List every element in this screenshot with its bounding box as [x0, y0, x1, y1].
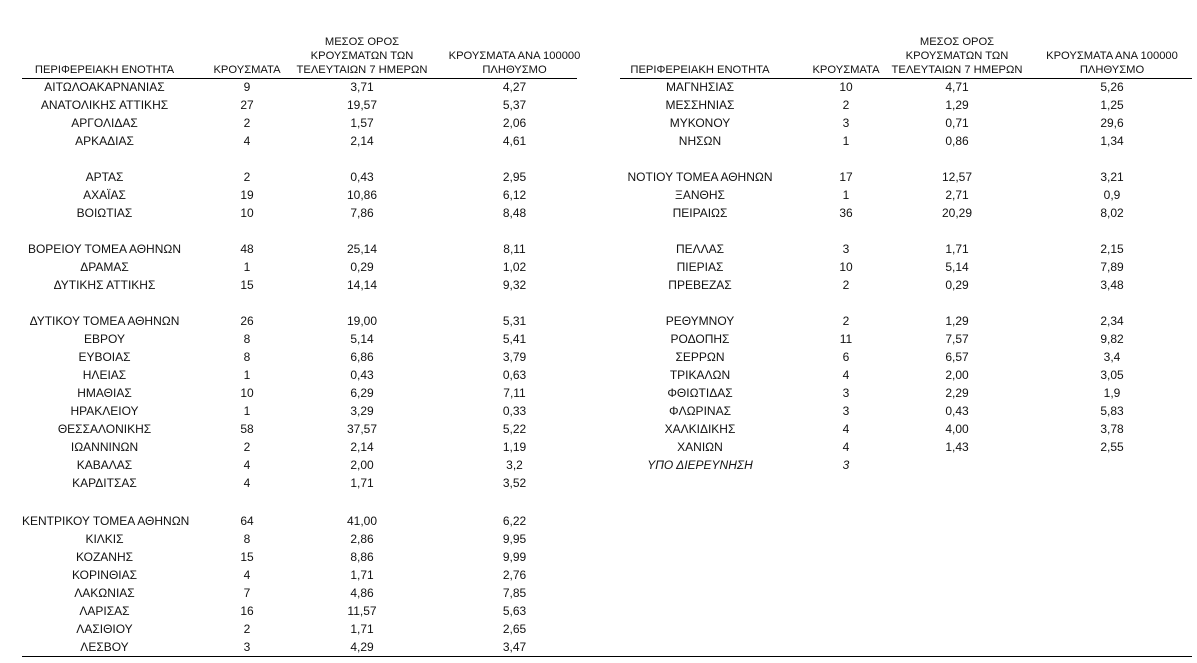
cell-cases: 3 — [842, 386, 850, 400]
cell-avg7: 7,57 — [945, 332, 969, 346]
cell-avg7: 10,86 — [346, 188, 378, 202]
cell-per100k: 3,21 — [1100, 170, 1124, 184]
cell-unit: ΑΡΓΟΛΙΔΑΣ — [71, 116, 138, 130]
cell-unit: ΚΑΒΑΛΑΣ — [76, 458, 133, 472]
cell-cases: 11 — [839, 332, 853, 346]
cell-per100k: 7,11 — [503, 386, 526, 400]
cell-cases: 1 — [842, 188, 850, 202]
table-row — [22, 638, 582, 656]
cell-cases: 27 — [240, 98, 254, 112]
cell-cases: 4 — [842, 368, 850, 382]
table-row — [22, 114, 582, 132]
table-row — [620, 240, 1197, 258]
cell-avg7: 0,43 — [350, 170, 374, 184]
cell-avg7: 6,57 — [945, 350, 969, 364]
table-row — [620, 366, 1197, 384]
cell-per100k: 6,22 — [502, 514, 527, 528]
cell-per100k: 5,22 — [502, 422, 527, 436]
cell-unit: ΔΡΑΜΑΣ — [80, 260, 129, 274]
cell-avg7: 0,43 — [945, 404, 969, 418]
cell-cases: 4 — [842, 422, 850, 436]
cell-avg7: 2,86 — [350, 532, 374, 546]
cell-per100k: 9,95 — [502, 532, 527, 546]
cell-cases: 4 — [842, 440, 850, 454]
cell-avg7: 2,14 — [350, 134, 374, 148]
cell-unit: ΒΟΡΕΙΟΥ ΤΟΜΕΑ ΑΘΗΝΩΝ — [27, 242, 182, 256]
cell-avg7: 14,14 — [346, 278, 378, 292]
header-unit: ΠΕΡΙΦΕΡΕΙΑΚΗ ΕΝΟΤΗΤΑ — [630, 64, 770, 76]
left-table-header — [22, 0, 582, 78]
cell-avg7: 0,71 — [945, 116, 969, 130]
table-row — [22, 204, 582, 222]
table-row — [620, 420, 1197, 438]
table-row — [22, 132, 582, 150]
cell-avg7: 4,86 — [350, 586, 374, 600]
cell-per100k: 7,89 — [1100, 260, 1124, 274]
cell-cases: 3 — [842, 116, 850, 130]
cell-per100k: 3,05 — [1100, 368, 1124, 382]
cell-cases: 3 — [842, 242, 850, 256]
cell-cases: 16 — [240, 604, 254, 618]
cell-avg7: 7,86 — [350, 206, 374, 220]
cell-avg7: 20,29 — [941, 206, 973, 220]
cell-avg7: 1,71 — [350, 622, 374, 636]
cell-per100k: 9,99 — [502, 550, 527, 564]
cell-unit: ΕΒΡΟΥ — [84, 332, 125, 346]
cell-unit: ΚΟΡΙΝΘΙΑΣ — [71, 568, 138, 582]
cell-per100k: 9,82 — [1100, 332, 1124, 346]
cell-unit: ΑΧΑΪΑΣ — [83, 188, 126, 202]
header-unit: ΠΕΡΙΦΕΡΕΙΑΚΗ ΕΝΟΤΗΤΑ — [34, 64, 175, 76]
cell-cases: 2 — [243, 170, 251, 184]
cell-unit: ΚΑΡΔΙΤΣΑΣ — [72, 476, 137, 490]
header-cases: ΚΡΟΥΣΜΑΤΑ — [812, 64, 880, 76]
cell-per100k: 3,78 — [1100, 422, 1124, 436]
table-row — [22, 530, 582, 548]
cell-per100k: 8,02 — [1100, 206, 1124, 220]
cell-per100k: 2,65 — [502, 622, 527, 636]
cell-avg7: 4,71 — [945, 80, 969, 94]
table-row — [22, 456, 582, 474]
cell-avg7: 1,57 — [350, 116, 374, 130]
cell-per100k: 8,48 — [502, 206, 527, 220]
table-row — [22, 348, 582, 366]
cell-unit: ΛΑΚΩΝΙΑΣ — [74, 586, 135, 600]
cell-avg7: 1,71 — [350, 568, 374, 582]
cell-unit: ΦΘΙΩΤΙΔΑΣ — [667, 386, 733, 400]
header-per100k: ΚΡΟΥΣΜΑΤΑ ΑΝΑ 100000 ΠΛΗΘΥΣΜΟ — [448, 50, 581, 76]
table-row — [22, 258, 582, 276]
cell-unit: ΠΡΕΒΕΖΑΣ — [668, 278, 732, 292]
cell-unit: ΥΠΟ ΔΙΕΡΕΥΝΗΣΗ — [647, 458, 753, 472]
table-row — [22, 276, 582, 294]
cell-cases: 48 — [240, 242, 254, 256]
cell-cases: 8 — [243, 332, 251, 346]
cell-avg7: 2,00 — [945, 368, 969, 382]
cell-unit: ΛΑΣΙΘΙΟΥ — [76, 622, 133, 636]
table-row — [22, 384, 582, 402]
cell-per100k: 1,34 — [1100, 134, 1124, 148]
cell-unit: ΑΝΑΤΟΛΙΚΗΣ ΑΤΤΙΚΗΣ — [40, 98, 169, 112]
cell-per100k: 5,37 — [502, 98, 527, 112]
cell-cases: 15 — [240, 550, 254, 564]
cell-cases: 10 — [839, 260, 853, 274]
cell-unit: ΝΗΣΩΝ — [678, 134, 722, 148]
table-row — [620, 258, 1197, 276]
cell-unit: ΠΕΛΛΑΣ — [675, 242, 725, 256]
table-row — [620, 168, 1197, 186]
cell-per100k: 2,06 — [502, 116, 527, 130]
cell-per100k: 3,4 — [1103, 350, 1121, 364]
cell-unit: ΞΑΝΘΗΣ — [675, 188, 725, 202]
cell-cases: 6 — [842, 350, 850, 364]
cell-cases: 4 — [243, 476, 251, 490]
cell-cases: 1 — [243, 368, 251, 382]
cell-unit: ΛΕΣΒΟΥ — [80, 640, 129, 654]
cell-per100k: 2,76 — [502, 568, 527, 582]
table-row — [22, 438, 582, 456]
table-row — [620, 204, 1197, 222]
cell-unit: ΧΑΝΙΩΝ — [677, 440, 723, 454]
cell-per100k: 0,9 — [1103, 188, 1121, 202]
cell-avg7: 5,14 — [350, 332, 374, 346]
cell-unit: ΤΡΙΚΑΛΩΝ — [669, 368, 731, 382]
cell-avg7: 2,29 — [945, 386, 969, 400]
cell-unit: ΧΑΛΚΙΔΙΚΗΣ — [664, 422, 736, 436]
cell-per100k: 8,11 — [503, 242, 526, 256]
table-row — [620, 132, 1197, 150]
table-row — [22, 620, 582, 638]
cell-cases: 3 — [243, 640, 251, 654]
cell-per100k: 3,48 — [1100, 278, 1124, 292]
cell-avg7: 2,00 — [350, 458, 374, 472]
table-row — [620, 438, 1197, 456]
cell-unit: ΕΥΒΟΙΑΣ — [78, 350, 131, 364]
table-row — [22, 240, 582, 258]
cell-avg7: 12,57 — [941, 170, 973, 184]
cell-cases: 26 — [240, 314, 254, 328]
cell-per100k: 2,34 — [1100, 314, 1124, 328]
cell-unit: ΙΩΑΝΝΙΝΩΝ — [70, 440, 139, 454]
cell-avg7: 0,29 — [350, 260, 374, 274]
cell-per100k: 1,9 — [1103, 386, 1121, 400]
cell-cases: 2 — [243, 440, 251, 454]
cell-cases: 2 — [842, 98, 850, 112]
table-row — [22, 602, 582, 620]
cell-per100k: 2,15 — [1100, 242, 1124, 256]
cell-per100k: 3,52 — [502, 476, 527, 490]
cell-cases: 4 — [243, 458, 251, 472]
cell-cases: 36 — [839, 206, 853, 220]
table-row — [620, 402, 1197, 420]
cell-cases: 15 — [240, 278, 254, 292]
cell-per100k: 5,83 — [1100, 404, 1124, 418]
table-row — [22, 186, 582, 204]
cell-cases: 10 — [839, 80, 853, 94]
cell-unit: ΦΛΩΡΙΝΑΣ — [669, 404, 731, 418]
cell-unit: ΑΡΚΑΔΙΑΣ — [75, 134, 134, 148]
cell-cases: 4 — [243, 134, 251, 148]
table-row — [22, 366, 582, 384]
cell-cases: 1 — [243, 404, 251, 418]
cell-per100k: 5,63 — [502, 604, 527, 618]
cell-unit: ΚΕΝΤΡΙΚΟΥ ΤΟΜΕΑ ΑΘΗΝΩΝ — [22, 514, 190, 528]
cell-per100k: 4,27 — [502, 80, 527, 94]
table-row — [620, 384, 1197, 402]
header-avg7: ΜΕΣΟΣ ΟΡΟΣ ΚΡΟΥΣΜΑΤΩΝ ΤΩΝ ΤΕΛΕΥΤΑΙΩΝ 7 ΗΜΕΡΩΝ — [891, 36, 1023, 76]
table-row — [620, 276, 1197, 294]
cell-unit: ΘΕΣΣΑΛΟΝΙΚΗΣ — [57, 422, 152, 436]
table-row — [22, 584, 582, 602]
table-row — [22, 312, 582, 330]
left-table — [22, 0, 582, 663]
cell-unit: ΗΡΑΚΛΕΙΟΥ — [70, 404, 139, 418]
cell-per100k: 5,41 — [502, 332, 527, 346]
table-row — [620, 186, 1197, 204]
cell-unit: ΔΥΤΙΚΗΣ ΑΤΤΙΚΗΣ — [53, 278, 156, 292]
cell-avg7: 2,71 — [945, 188, 969, 202]
cell-avg7: 0,86 — [945, 134, 969, 148]
table-row — [620, 312, 1197, 330]
cell-per100k: 0,63 — [502, 368, 527, 382]
cell-per100k: 7,85 — [502, 586, 527, 600]
cell-unit: ΜΥΚΟΝΟΥ — [669, 116, 731, 130]
header-per100k: ΚΡΟΥΣΜΑΤΑ ΑΝΑ 100000 ΠΛΗΘΥΣΜΟ — [1046, 50, 1178, 76]
cell-per100k: 3,79 — [502, 350, 527, 364]
cell-cases: 2 — [842, 278, 850, 292]
cell-per100k: 4,61 — [502, 134, 527, 148]
table-row — [620, 114, 1197, 132]
cell-avg7: 0,29 — [945, 278, 969, 292]
right-table-header — [620, 0, 1197, 78]
cell-cases: 17 — [839, 170, 853, 184]
cell-per100k: 0,33 — [502, 404, 527, 418]
bottom-rule — [22, 656, 1192, 657]
cell-per100k: 9,32 — [502, 278, 527, 292]
cell-avg7: 5,14 — [945, 260, 969, 274]
header-avg7: ΜΕΣΟΣ ΟΡΟΣ ΚΡΟΥΣΜΑΤΩΝ ΤΩΝ ΤΕΛΕΥΤΑΙΩΝ 7 ΗΜΕΡΩΝ — [296, 36, 428, 76]
cell-unit: ΠΙΕΡΙΑΣ — [676, 260, 724, 274]
table-row — [620, 348, 1197, 366]
cell-avg7: 11,57 — [347, 604, 377, 618]
cell-avg7: 4,29 — [350, 640, 374, 654]
cell-cases: 3 — [842, 404, 850, 418]
cell-cases: 8 — [243, 350, 251, 364]
cell-per100k: 2,95 — [502, 170, 527, 184]
cell-avg7: 2,14 — [350, 440, 374, 454]
table-row — [22, 402, 582, 420]
cell-per100k: 6,12 — [502, 188, 527, 202]
cell-per100k: 1,02 — [502, 260, 527, 274]
table-row — [22, 566, 582, 584]
cell-unit: ΡΟΔΟΠΗΣ — [670, 332, 730, 346]
cell-cases: 58 — [240, 422, 254, 436]
cell-per100k: 1,19 — [502, 440, 527, 454]
cell-unit: ΚΙΛΚΙΣ — [85, 532, 124, 546]
cell-avg7: 6,86 — [350, 350, 374, 364]
cell-avg7: 1,71 — [350, 476, 374, 490]
cell-unit: ΜΕΣΣΗΝΙΑΣ — [665, 98, 735, 112]
cell-unit: ΛΑΡΙΣΑΣ — [79, 604, 130, 618]
cell-unit: ΜΑΓΝΗΣΙΑΣ — [665, 80, 735, 94]
table-row — [22, 330, 582, 348]
cell-unit: ΗΛΕΙΑΣ — [82, 368, 127, 382]
cell-cases: 8 — [243, 532, 251, 546]
cell-per100k: 3,47 — [502, 640, 527, 654]
cell-cases: 10 — [240, 386, 254, 400]
cell-cases: 9 — [243, 80, 251, 94]
right-table — [620, 0, 1197, 663]
cell-cases: 19 — [240, 188, 254, 202]
cell-avg7: 1,43 — [945, 440, 969, 454]
cell-cases: 4 — [243, 568, 251, 582]
cell-avg7: 1,29 — [945, 98, 969, 112]
cell-cases: 1 — [243, 260, 251, 274]
cell-unit: ΔΥΤΙΚΟΥ ΤΟΜΕΑ ΑΘΗΝΩΝ — [29, 314, 180, 328]
table-row — [22, 420, 582, 438]
cell-cases: 64 — [240, 514, 254, 528]
cell-avg7: 19,00 — [346, 314, 378, 328]
cell-cases: 1 — [842, 134, 850, 148]
cell-unit: ΚΟΖΑΝΗΣ — [75, 550, 134, 564]
cell-unit: ΒΟΙΩΤΙΑΣ — [76, 206, 133, 220]
table-row — [22, 474, 582, 492]
cell-avg7: 3,71 — [350, 80, 374, 94]
cell-unit: ΡΕΘΥΜΝΟΥ — [665, 314, 735, 328]
table-row — [22, 168, 582, 186]
cell-avg7: 8,86 — [350, 550, 374, 564]
cell-avg7: 1,29 — [945, 314, 969, 328]
cell-per100k: 1,25 — [1100, 98, 1124, 112]
cell-per100k: 3,2 — [506, 458, 523, 472]
table-row — [620, 330, 1197, 348]
cell-cases: 10 — [240, 206, 254, 220]
cell-per100k: 29,6 — [1100, 116, 1124, 130]
cell-avg7: 4,00 — [945, 422, 969, 436]
cell-cases: 3 — [842, 458, 850, 472]
cell-unit: ΗΜΑΘΙΑΣ — [77, 386, 132, 400]
cell-avg7: 3,29 — [350, 404, 374, 418]
cell-unit: ΝΟΤΙΟΥ ΤΟΜΕΑ ΑΘΗΝΩΝ — [627, 170, 773, 184]
table-row — [22, 78, 582, 96]
cell-avg7: 0,43 — [350, 368, 374, 382]
header-cases: ΚΡΟΥΣΜΑΤΑ — [213, 64, 281, 76]
table-row — [620, 96, 1197, 114]
table-row — [22, 548, 582, 566]
cell-avg7: 37,57 — [346, 422, 378, 436]
cell-avg7: 6,29 — [350, 386, 374, 400]
cell-cases: 2 — [842, 314, 850, 328]
cell-unit: ΑΙΤΩΛΟΑΚΑΡΝΑΝΙΑΣ — [44, 80, 165, 94]
cell-per100k: 5,31 — [502, 314, 527, 328]
cell-cases: 7 — [243, 586, 251, 600]
table-row — [22, 96, 582, 114]
cell-avg7: 1,71 — [945, 242, 969, 256]
cell-per100k: 2,55 — [1100, 440, 1124, 454]
cell-cases: 2 — [243, 622, 251, 636]
cell-unit: ΣΕΡΡΩΝ — [675, 350, 725, 364]
cell-unit: ΠΕΙΡΑΙΩΣ — [672, 206, 728, 220]
table-row — [620, 456, 1197, 474]
cell-avg7: 41,00 — [346, 514, 378, 528]
table-row — [22, 512, 582, 530]
cell-cases: 2 — [243, 116, 251, 130]
cell-per100k: 5,26 — [1100, 80, 1124, 94]
cell-avg7: 19,57 — [346, 98, 378, 112]
cell-unit: ΑΡΤΑΣ — [85, 170, 124, 184]
cell-avg7: 25,14 — [346, 242, 378, 256]
table-row — [620, 78, 1197, 96]
